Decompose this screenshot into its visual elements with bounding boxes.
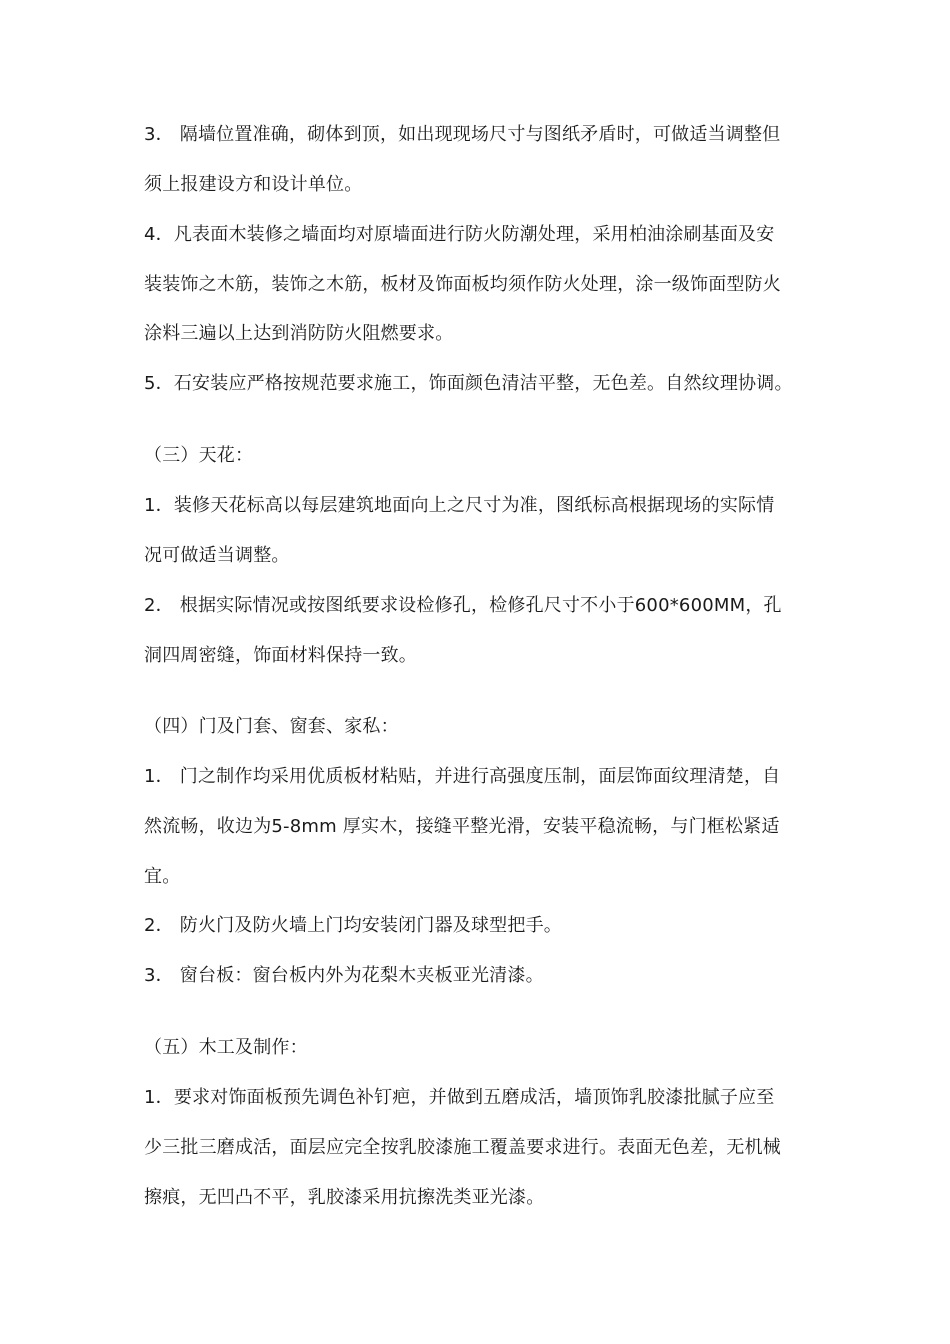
paragraph-line: 1．要求对饰面板预先调色补钉疤，并做到五磨成活，墙顶饰乳胶漆批腻子应至 (144, 1087, 775, 1108)
paragraph-line: 少三批三磨成活，面层应完全按乳胶漆施工覆盖要求进行。表面无色差，无机械 (144, 1137, 781, 1158)
section-heading: （五）木工及制作： (144, 1037, 308, 1058)
paragraph-line: 擦痕，无凹凸不平，乳胶漆采用抗擦洗类亚光漆。 (144, 1187, 545, 1208)
paragraph-line: 2． 防火门及防火墙上门均安装闭门器及球型把手。 (144, 915, 562, 936)
paragraph-line: 涂料三遍以上达到消防防火阻燃要求。 (144, 323, 454, 344)
paragraph-line: 须上报建设方和设计单位。 (144, 174, 363, 195)
paragraph-line: 1．装修天花标高以每层建筑地面向上之尺寸为准，图纸标高根据现场的实际情 (144, 495, 775, 516)
paragraph-line: 宜。 (144, 866, 181, 887)
paragraph-line: 3． 窗台板：窗台板内外为花梨木夹板亚光清漆。 (144, 965, 544, 986)
paragraph-line: 装装饰之木筋，装饰之木筋，板材及饰面板均须作防火处理，涂一级饰面型防火 (144, 274, 781, 295)
paragraph-line: 2． 根据实际情况或按图纸要求设检修孔，检修孔尺寸不小于600*600MM，孔 (144, 595, 782, 616)
section-heading: （四）门及门套、窗套、家私： (144, 716, 399, 737)
paragraph-line: 5．石安装应严格按规范要求施工，饰面颜色清洁平整，无色差。自然纹理协调。 (144, 373, 793, 394)
paragraph-line: 1． 门之制作均采用优质板材粘贴，并进行高强度压制，面层饰面纹理清楚，自 (144, 766, 781, 787)
paragraph-line: 4．凡表面木装修之墙面均对原墙面进行防火防潮处理，采用柏油涂刷基面及安 (144, 224, 775, 245)
paragraph-line: 3． 隔墙位置准确，砌体到顶，如出现现场尺寸与图纸矛盾时，可做适当调整但 (144, 124, 781, 145)
paragraph-line: 况可做适当调整。 (144, 545, 290, 566)
paragraph-line: 洞四周密缝，饰面材料保持一致。 (144, 645, 417, 666)
section-heading: （三）天花： (144, 445, 254, 466)
paragraph-line: 然流畅，收边为5-8mm 厚实木，接缝平整光滑，安装平稳流畅，与门框松紧适 (144, 816, 780, 837)
